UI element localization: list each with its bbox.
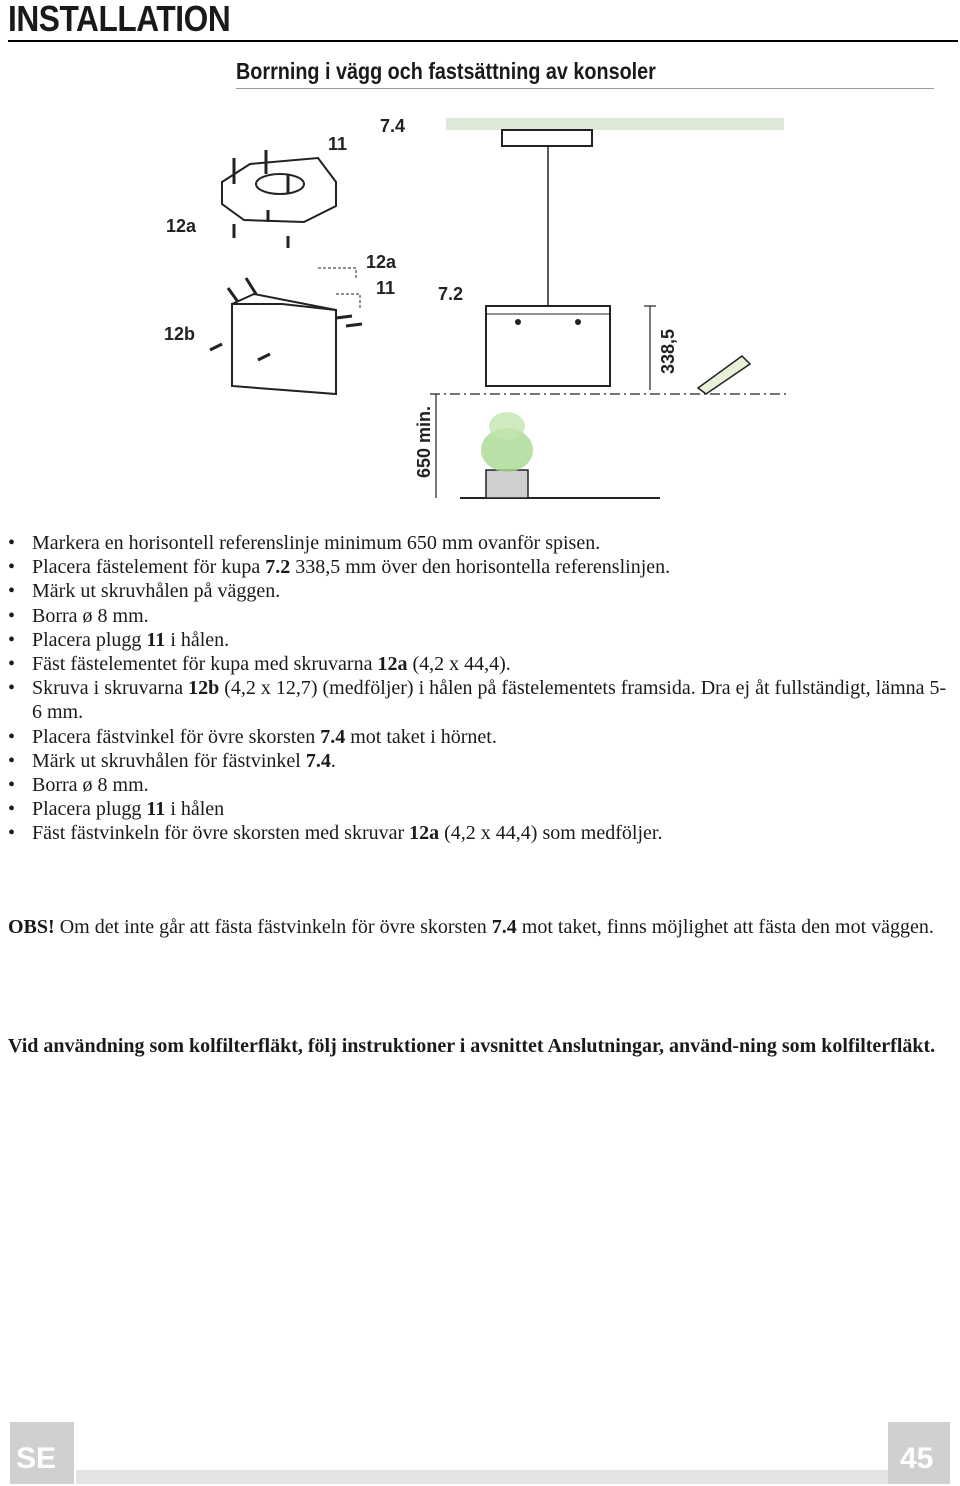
step-text: (4,2 x 44,4). bbox=[407, 653, 511, 676]
step-text: Placera fästelement för kupa bbox=[32, 556, 266, 579]
hood-bracket bbox=[486, 306, 610, 386]
step-ref: 11 bbox=[146, 628, 166, 651]
pot-icon bbox=[486, 470, 528, 498]
installation-diagram bbox=[150, 98, 800, 518]
list-item bbox=[8, 555, 948, 579]
list-item bbox=[8, 652, 948, 676]
step-text: Fäst fästelementet för kupa med skruvarna bbox=[32, 653, 378, 676]
label-11-mid: 11 bbox=[376, 278, 396, 298]
label-650-min: 650 min. bbox=[414, 405, 434, 478]
obs-label: OBS! bbox=[8, 916, 55, 938]
ceiling-bracket bbox=[502, 130, 592, 146]
label-12a-mid: 12a bbox=[366, 252, 397, 272]
title-divider bbox=[8, 40, 958, 42]
list-item bbox=[8, 676, 948, 724]
list-item bbox=[8, 797, 948, 821]
step-text: i hålen bbox=[165, 798, 225, 821]
step-text: 338,5 mm över den horisontella referenslinjen. bbox=[290, 556, 671, 579]
step-text: Borra ø 8 mm. bbox=[32, 774, 149, 797]
step-ref: 7.4 bbox=[305, 749, 331, 772]
leader-line bbox=[318, 268, 356, 278]
step-text: . bbox=[330, 749, 336, 772]
list-item bbox=[8, 749, 948, 773]
step-text: Skruva i skruvarna bbox=[32, 677, 189, 700]
step-ref: 12b bbox=[188, 677, 220, 700]
instruction-list bbox=[8, 531, 948, 846]
obs-text: mot taket, finns möjlighet att fästa den mot väggen. bbox=[516, 916, 934, 938]
step-ref: 12a bbox=[409, 822, 440, 845]
step-text: Placera plugg bbox=[32, 798, 147, 821]
step-text: Placera plugg bbox=[32, 628, 147, 651]
step-text: Märk ut skruvhålen på väggen. bbox=[32, 580, 281, 603]
screw-icon bbox=[210, 344, 222, 350]
list-item bbox=[8, 773, 948, 797]
footer-bar bbox=[76, 1470, 888, 1484]
screw-icon bbox=[246, 278, 256, 294]
bracket-hole bbox=[575, 319, 581, 325]
list-item bbox=[8, 628, 948, 652]
ceiling-band bbox=[446, 118, 784, 130]
page-title: INSTALLATION bbox=[8, 0, 231, 39]
label-7-4: 7.4 bbox=[380, 116, 406, 136]
page-number: 45 bbox=[900, 1442, 934, 1475]
step-text: Borra ø 8 mm. bbox=[32, 604, 149, 627]
list-item bbox=[8, 604, 948, 628]
bracket-hole bbox=[515, 319, 521, 325]
subtitle-divider bbox=[236, 88, 934, 89]
leader-line bbox=[336, 294, 360, 310]
label-338-5: 338,5 bbox=[658, 328, 678, 374]
obs-ref: 7.4 bbox=[491, 916, 517, 938]
label-12a-left: 12a bbox=[166, 216, 197, 236]
list-item bbox=[8, 579, 948, 603]
label-11-top: 11 bbox=[328, 134, 348, 154]
step-ref: 7.4 bbox=[320, 725, 346, 748]
list-item bbox=[8, 531, 948, 555]
step-text: Placera fästvinkel för övre skorsten bbox=[32, 725, 321, 748]
step-text: (4,2 x 12,7) (medföljer) i hålen på fästelementets framsida. Dra ej åt fullständigt, lämna 5-6 mm. bbox=[32, 677, 947, 724]
language-badge bbox=[10, 1422, 74, 1484]
step-ref: 12a bbox=[377, 653, 408, 676]
installation-figure bbox=[150, 98, 800, 518]
list-item bbox=[8, 725, 948, 749]
step-text: (4,2 x 44,4) som medföljer. bbox=[439, 822, 663, 845]
screw-icon bbox=[228, 288, 238, 302]
step-ref: 7.2 bbox=[265, 556, 291, 579]
step-text: Markera en horisontell referenslinje minimum 650 mm ovanför spisen. bbox=[32, 532, 601, 554]
label-7-2: 7.2 bbox=[438, 284, 464, 304]
bracket-center-hole bbox=[256, 174, 304, 194]
obs-text: Om det inte går att fästa fästvinkeln för övre skorsten bbox=[54, 916, 492, 938]
steam-icon bbox=[489, 412, 525, 440]
page-number-badge bbox=[888, 1422, 950, 1484]
language-code: SE bbox=[16, 1442, 57, 1475]
step-text: i hålen. bbox=[165, 628, 230, 651]
list-item bbox=[8, 821, 948, 845]
charcoal-filter-note: Vid användning som kolfilterfläkt, följ instruktioner i avsnittet Anslutningar, använd-ning som kolfilterfläkt. bbox=[8, 1035, 936, 1057]
screw-icon bbox=[346, 324, 362, 326]
pencil-icon bbox=[698, 356, 750, 394]
obs-note bbox=[8, 913, 948, 942]
label-12b: 12b bbox=[164, 324, 196, 344]
step-ref: 11 bbox=[146, 798, 166, 821]
section-subtitle: Borrning i vägg och fastsättning av konsoler bbox=[236, 58, 656, 84]
step-text: Fäst fästvinkeln för övre skorsten med skruvar bbox=[32, 822, 410, 845]
step-text: Märk ut skruvhålen för fästvinkel bbox=[32, 749, 306, 772]
screw-icon bbox=[336, 316, 352, 318]
step-text: mot taket i hörnet. bbox=[345, 725, 497, 748]
wall-box bbox=[232, 304, 336, 394]
